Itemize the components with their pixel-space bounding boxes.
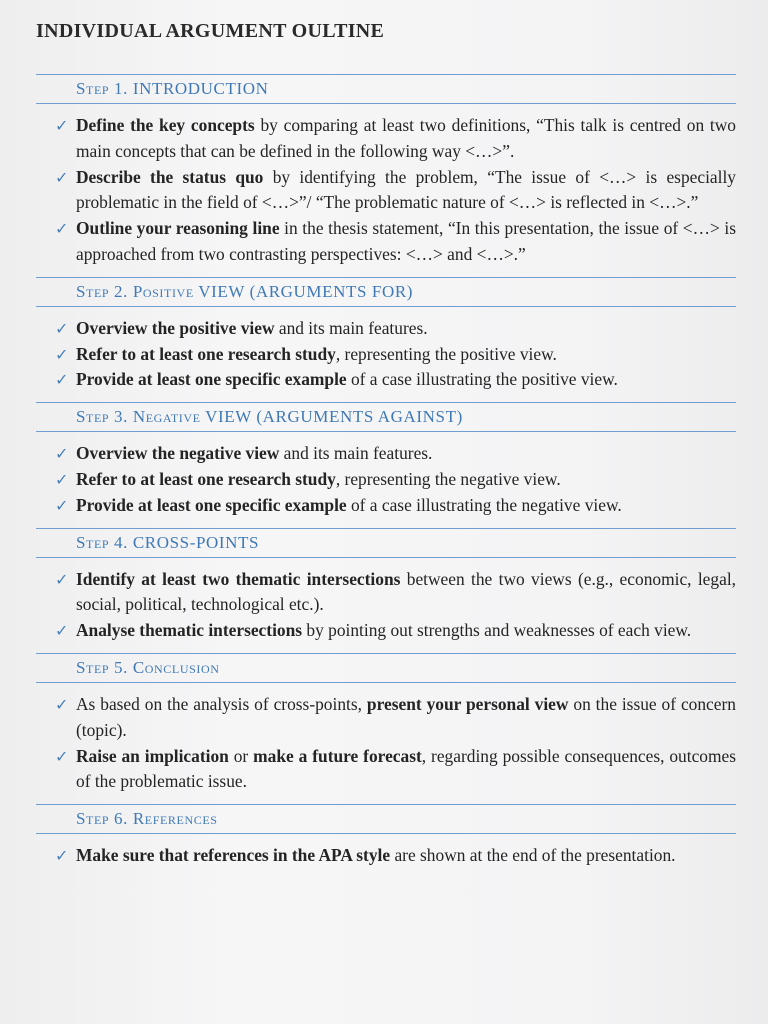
checklist-item (36, 467, 736, 493)
item-emphasis: Overview the negative view (76, 443, 280, 464)
step-header-5 (36, 653, 736, 683)
checkmark-icon: ✓ (55, 746, 69, 766)
checkmark-icon: ✓ (55, 495, 69, 515)
item-text: As based on the analysis of cross-points, (76, 693, 367, 714)
step-section-3 (36, 402, 736, 527)
item-emphasis: Define the key concepts (76, 115, 255, 135)
step-label: Step 5. Conclusion (76, 657, 220, 677)
item-emphasis: Overview the positive view (76, 317, 275, 338)
item-text: of a case illustrating the negative view. (346, 494, 622, 515)
step-section-5 (36, 653, 736, 804)
item-text: by identifying the problem, “The issue of <…> is especially problematic in the field of <…>”/ “The problematic nature of <…> is reflected in <…>.” (76, 166, 736, 213)
checklist-item (36, 618, 736, 644)
item-emphasis: Analyse thematic intersections (76, 620, 303, 641)
checklist-item (36, 367, 736, 393)
item-text: of a case illustrating the positive view. (346, 369, 618, 390)
step-header-1 (36, 74, 736, 104)
item-text: and its main features. (274, 317, 428, 338)
item-emphasis: Outline your reasoning line (76, 218, 280, 239)
checklist-item (36, 744, 736, 796)
item-emphasis: Describe the status quo (76, 166, 264, 187)
checklist-item (36, 493, 736, 519)
checkmark-icon: ✓ (55, 116, 69, 135)
checkmark-icon: ✓ (55, 370, 69, 390)
step-header-6 (36, 804, 736, 834)
item-emphasis: Identify at least two thematic intersections (76, 568, 401, 589)
checklist-item (36, 567, 736, 619)
checklist (36, 307, 736, 402)
checkmark-icon: ✓ (55, 469, 69, 489)
item-emphasis: Refer to at least one research study (76, 343, 336, 364)
checklist-item (36, 342, 736, 368)
item-text: , regarding possible consequences, outcomes of the problematic issue. (76, 745, 737, 792)
step-header-2 (36, 277, 736, 307)
item-text: , representing the negative view. (335, 468, 561, 489)
checklist-item (36, 165, 736, 217)
item-text: between the two views (e.g., economic, legal, social, political, technological etc.). (76, 568, 736, 615)
outline-content (36, 74, 736, 878)
item-emphasis: make a future forecast (253, 745, 422, 766)
checkmark-icon: ✓ (55, 694, 69, 714)
item-text: by comparing at least two definitions, “This talk is centred on two main concepts that can be defined in the following way <…>”. (76, 115, 737, 161)
checklist (36, 432, 736, 527)
step-label: Step 6. References (76, 809, 218, 829)
checkmark-icon: ✓ (55, 344, 69, 364)
item-text: in the thesis statement, “In this presentation, the issue of <…> is approached from two contrasting perspectives: <…> and <…>.” (76, 218, 736, 264)
checkmark-icon: ✓ (55, 318, 69, 338)
step-label: Step 4. CROSS-POINTS (76, 532, 260, 552)
item-emphasis: Refer to at least one research study (76, 468, 336, 489)
checkmark-icon: ✓ (55, 444, 69, 464)
checkmark-icon: ✓ (55, 569, 69, 589)
step-header-4 (36, 528, 736, 558)
checkmark-icon: ✓ (55, 846, 69, 866)
item-emphasis: Provide at least one specific example (76, 494, 347, 515)
checklist-item (36, 441, 736, 467)
step-section-2 (36, 277, 736, 402)
item-emphasis: Make sure that references in the APA style (76, 845, 391, 866)
item-emphasis: Raise an implication (76, 745, 229, 766)
checkmark-icon: ✓ (55, 219, 69, 239)
step-label: Step 3. Negative VIEW (ARGUMENTS AGAINST) (76, 407, 463, 427)
step-header-3 (36, 402, 736, 432)
checklist (36, 558, 736, 653)
item-text: and its main features. (279, 443, 433, 464)
checklist-item (36, 216, 736, 268)
item-text: or (228, 745, 254, 766)
step-section-1 (36, 74, 736, 277)
checklist-item (36, 113, 736, 165)
document-title: INDIVIDUAL ARGUMENT OULTINE (36, 20, 385, 42)
checklist (36, 834, 736, 878)
item-emphasis: Provide at least one specific example (76, 369, 347, 390)
checklist-item (36, 692, 736, 744)
checklist (36, 683, 736, 804)
checklist (36, 104, 736, 277)
item-text: , representing the positive view. (335, 343, 557, 364)
checkmark-icon: ✓ (55, 167, 69, 187)
step-section-6 (36, 804, 736, 878)
checklist-item (36, 316, 736, 342)
item-text: are shown at the end of the presentation. (390, 845, 676, 866)
item-text: on the issue of concern (topic). (76, 693, 736, 740)
item-emphasis: present your personal view (366, 693, 569, 714)
item-text: by pointing out strengths and weaknesses of each view. (302, 620, 692, 641)
step-label: Step 1. INTRODUCTION (76, 79, 269, 98)
checklist-item (36, 843, 736, 869)
checkmark-icon: ✓ (55, 621, 69, 641)
step-section-4 (36, 528, 736, 653)
step-label: Step 2. Positive VIEW (ARGUMENTS FOR) (76, 281, 414, 301)
